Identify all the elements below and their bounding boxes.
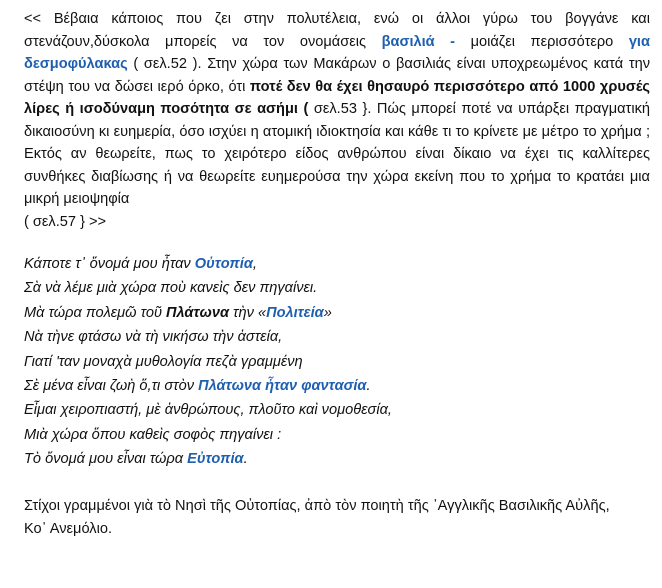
poem-line: Σὰ νὰ λέμε μιὰ χώρα ποὺ κανεὶς δεν πηγαίνει. [24, 280, 318, 297]
prose-text: << Βέβαια κάποιος που ζει στην πολυτέλεια, ενώ οι άλλοι γύρω του βογγάνε και στενάζουν,δύσκολα μπορείς να τον ονομάσεις [24, 11, 650, 50]
highlight-politeia: Πολιτεία [266, 304, 324, 321]
poem-text: . [366, 378, 371, 395]
poem-line [24, 252, 650, 276]
poem-line: Μιὰ χώρα ὅπου καθεὶς σοφὸς πηγαίνει : [24, 426, 282, 443]
poem-text: , [252, 256, 257, 272]
highlight-eutopia: Εὐτοπία [187, 451, 244, 468]
prose-last-line: ( σελ.57 } >> [24, 213, 107, 230]
prose-text: ( σελ.52 ). Στην χώρα των Μακάρων ο βασιλιάς είναι υποχρεωμένος κατά την στέψη του να δώσει ιερό όρκο, ότι [24, 56, 650, 95]
poem-text: . [243, 451, 248, 468]
poem-credit [24, 495, 650, 541]
credit-line: Κο᾽ Ανεμόλιο. [24, 520, 113, 537]
prose-paragraph [24, 8, 650, 211]
highlight-plato-fantasy: Πλάτωνα ἦταν φαντασία [198, 378, 367, 395]
prose-text: σελ.53 }. Πώς μπορεί ποτέ να υπάρξει πραγματική δικαιοσύνη κι ευημερία, όσο ισχύει η ατομική ιδιοκτησία και κάθε τι το κρίνετε με μέτρο το χρήμα ; Εκτός αν θεωρείτε, πως το χειρότερο είδος ανθρώπου είναι δίκαιο να έχει τις καλλίτερες συνθήκες διαβίωσης ή να θεωρείτε ευημερούσα την χώρα εκείνη που το χρήμα το κρατάει μια μικρή μειοψηφία [24, 101, 650, 207]
poem-line [24, 301, 650, 325]
poem-line: Εἶμαι χειροπιαστή, μὲ ἀνθρώπους, πλοῦτο καὶ νομοθεσία, [24, 402, 392, 419]
highlight-king: βασιλιά - [381, 33, 456, 50]
prose-text: μοιάζει περισσότερο [455, 33, 629, 50]
bold-oath: ποτέ δεν θα έχει θησαυρό περισσότερο από 1000 χρυσές λίρες ή ισοδύναμη ποσότητα σε ασήμι ( [24, 78, 650, 117]
poem-line [24, 447, 650, 471]
poem-text: τὴν « [229, 304, 267, 321]
highlight-jailer: για δεσμοφύλακας [24, 33, 650, 72]
poem-line [24, 374, 650, 398]
poem-text: » [323, 304, 332, 321]
credit-line: Στίχοι γραμμένοι γιὰ τὸ Νησὶ τῆς Οὐτοπίας, ἀπὸ τὸν ποιητὴ τῆς ᾽Αγγλικῆς Βασιλικῆς Αὐλῆς, [24, 497, 610, 514]
highlight-outopia: Οὐτοπία [194, 256, 253, 272]
poem-text: Μὰ τώρα πολεμῶ τοῦ [24, 304, 167, 321]
poem-text: Τὸ ὄνομά μου εἶναι τώρα [24, 451, 188, 468]
poem-text: Σὲ μένα εἶναι ζωὴ ὅ,τι στὸν [24, 378, 199, 395]
poem-line: Γιατί 'ταν μοναχὰ μυθολογία πεζὰ γραμμένη [24, 353, 303, 370]
poem-line: Νὰ τὴνε φτάσω νὰ τὴ νικήσω τὴν ἀστεία, [24, 329, 283, 346]
bold-plato: Πλάτωνα [166, 304, 229, 321]
poem [24, 252, 650, 472]
poem-text: Κάποτε τ᾽ ὄνομά μου ἦταν [24, 256, 195, 272]
